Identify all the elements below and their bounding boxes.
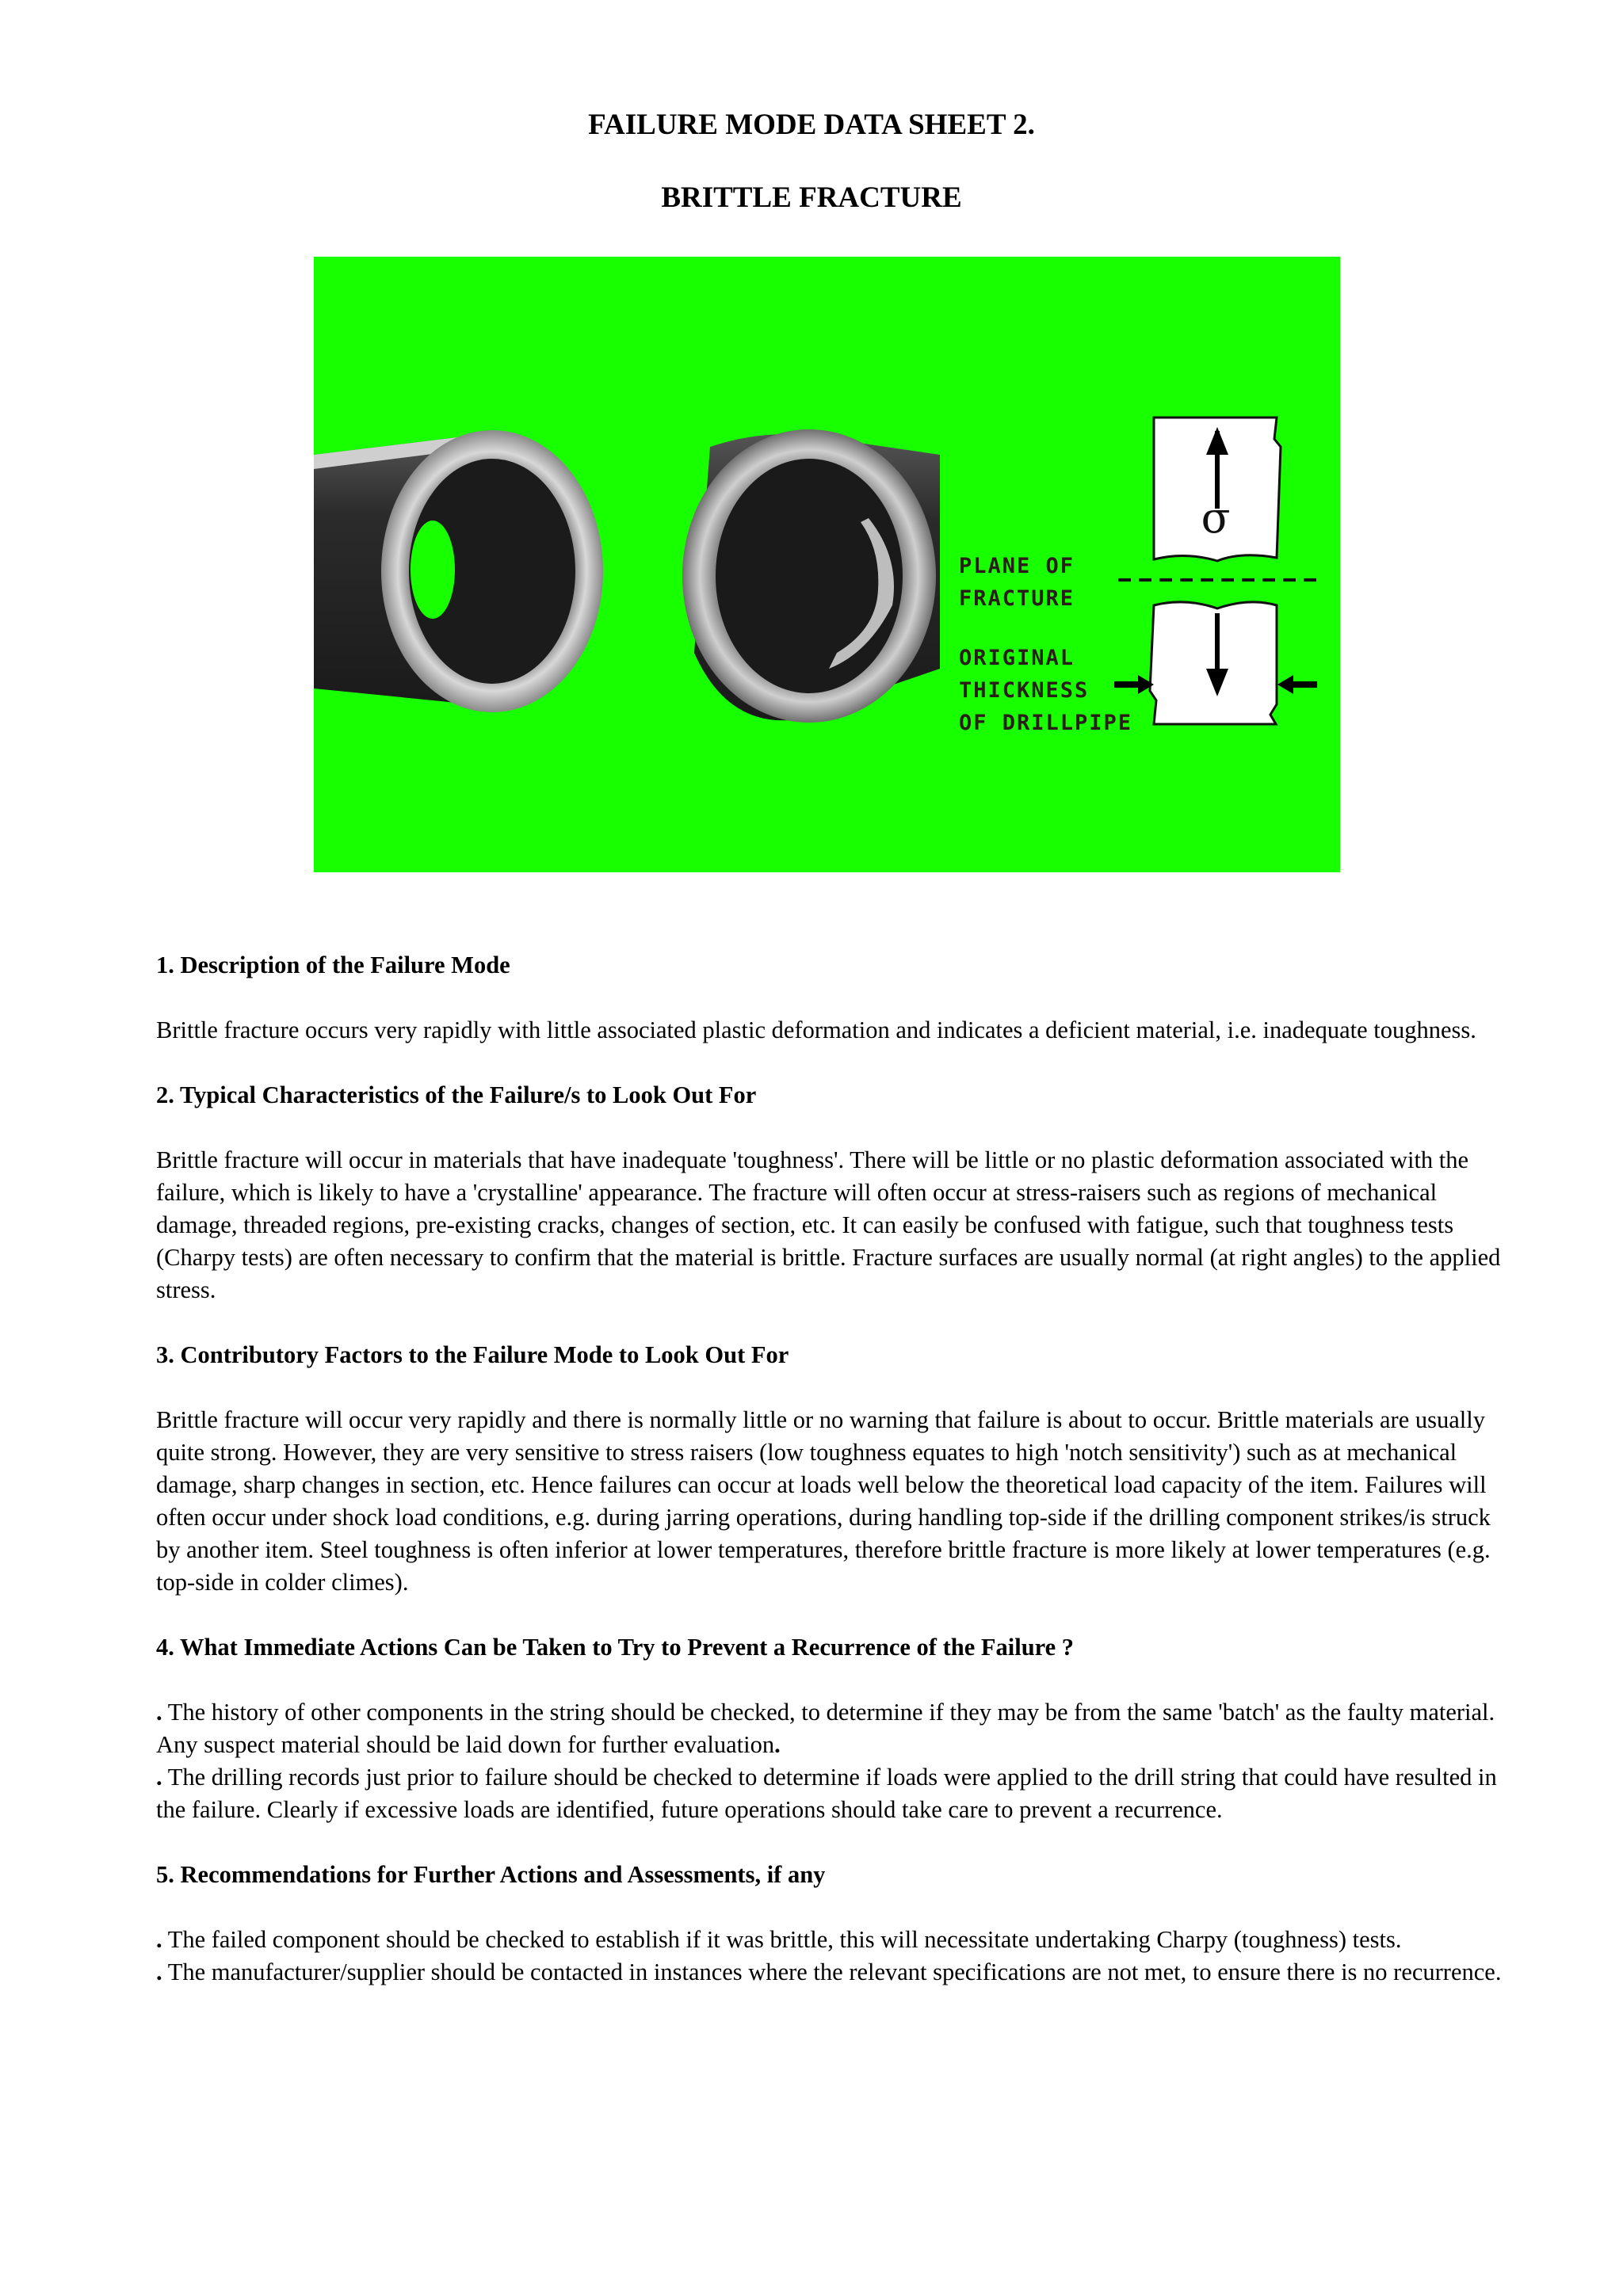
bullet-dot: . bbox=[156, 1926, 162, 1953]
stress-diagram bbox=[1150, 418, 1281, 724]
bullet-text: The history of other components in the string should be checked, to determine if they may be from the same 'batch' as the faulty material. Any suspect material should be laid down for further evaluation bbox=[156, 1699, 1495, 1758]
brittle-fracture-figure bbox=[314, 257, 1340, 872]
section-4-heading: 4. What Immediate Actions Can be Taken to Try to Prevent a Recurrence of the Failure ? bbox=[156, 1634, 1075, 1661]
section-1-heading: 1. Description of the Failure Mode bbox=[156, 952, 510, 978]
plane-of-fracture-line1: PLANE OF bbox=[959, 554, 1075, 578]
section-5-bullet-1 bbox=[156, 1924, 1503, 1956]
document-body bbox=[156, 949, 1503, 1989]
section-1-text: Brittle fracture occurs very rapidly with little associated plastic deformation and indicates a deficient material, i.e. inadequate toughness. bbox=[156, 1016, 1476, 1043]
bullet-dot: . bbox=[156, 1699, 162, 1726]
section-3-heading: 3. Contributory Factors to the Failure Mode to Look Out For bbox=[156, 1341, 789, 1368]
document-title: FAILURE MODE DATA SHEET 2. bbox=[588, 109, 1035, 141]
section-4-bullet-1 bbox=[156, 1696, 1503, 1761]
bullet-text: The manufacturer/supplier should be contacted in instances where the relevant specifications are not met, to ensure there is no recurrence. bbox=[162, 1958, 1502, 1985]
original-thickness-label bbox=[959, 642, 1141, 739]
bullet-dot: . bbox=[156, 1764, 162, 1791]
section-2-text: Brittle fracture will occur in materials that have inadequate 'toughness'. There will be little or no plastic deformation associated with the failure, which is likely to have a 'crystalline' appearance. The fracture will often occur at stress-raisers such as regions of mechanical damage, threaded regions, pre-existing cracks, changes of section, etc. It can easily be confused with fatigue, such that toughness tests (Charpy tests) are often necessary to confirm that the material is brittle. Fracture surfaces are usually normal (at right angles) to the applied stress. bbox=[156, 1146, 1501, 1303]
right-pipe-fragment bbox=[682, 429, 940, 723]
left-pipe-fragment bbox=[314, 430, 603, 712]
section-5-bullet-2 bbox=[156, 1956, 1503, 1989]
bullet-text: The failed component should be checked to establish if it was brittle, this will necessitate undertaking Charpy (toughness) tests. bbox=[162, 1926, 1402, 1953]
section-3-text: Brittle fracture will occur very rapidly and there is normally little or no warning that failure is about to occur. Brittle materials are usually quite strong. However, they are very sensitive to stress raisers (low toughness equates to high 'notch sensitivity') such as at mechanical damage, sharp changes in section, etc. Hence failures can occur at loads well below the theoretical load capacity of the item. Failures will often occur under shock load conditions, e.g. during jarring operations, during handling top-side if the drilling component strikes/is struck by another item. Steel toughness is often inferior at lower temperatures, therefore brittle fracture is more likely at lower temperatures (e.g. top-side in colder climes). bbox=[156, 1406, 1491, 1596]
bullet-text: The drilling records just prior to failure should be checked to determine if loads were applied to the drill string that could have resulted in the failure. Clearly if excessive loads are identified, future operations should take care to prevent a recurrence. bbox=[156, 1764, 1497, 1823]
original-thickness-line2: THICKNESS bbox=[959, 678, 1090, 703]
plane-of-fracture-line2: FRACTURE bbox=[959, 586, 1075, 611]
section-5-heading: 5. Recommendations for Further Actions and Assessments, if any bbox=[156, 1861, 826, 1888]
bullet-end: . bbox=[774, 1731, 781, 1758]
original-thickness-line3: OF DRILLPIPE bbox=[959, 711, 1133, 735]
original-thickness-line1: ORIGINAL bbox=[959, 646, 1075, 670]
section-2-heading: 2. Typical Characteristics of the Failure/s to Look Out For bbox=[156, 1081, 757, 1108]
document-subtitle: BRITTLE FRACTURE bbox=[661, 181, 962, 214]
section-4-bullet-2 bbox=[156, 1761, 1503, 1826]
bullet-dot: . bbox=[156, 1958, 162, 1985]
sigma-stress-symbol: σ bbox=[1201, 493, 1231, 543]
fractured-drillpipe-illustration bbox=[314, 257, 1340, 872]
plane-of-fracture-label bbox=[959, 550, 1141, 615]
